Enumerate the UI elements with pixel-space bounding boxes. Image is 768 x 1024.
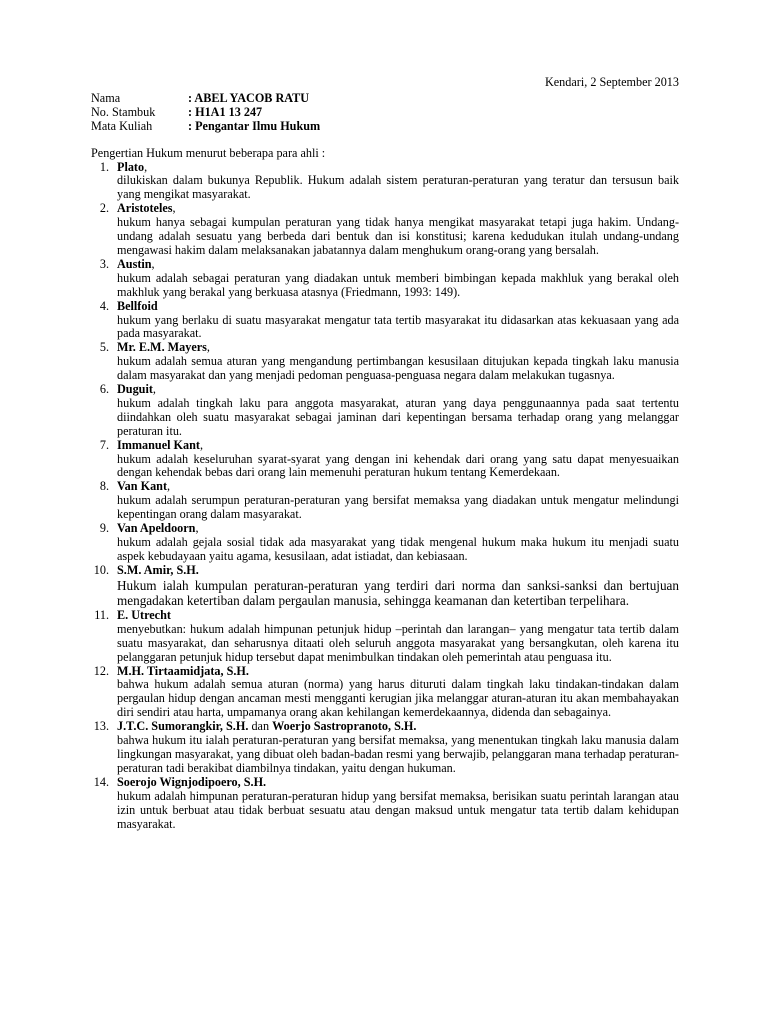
expert-name: Duguit bbox=[117, 382, 153, 397]
definition-text: dilukiskan dalam bukunya Republik. Hukum adalah sistem peraturan-peraturan yang teratur dan tersusun baik yang mengikat masyarakat. bbox=[117, 173, 679, 202]
info-value: : Pengantar Ilmu Hukum bbox=[188, 118, 321, 133]
definition-number: 3. bbox=[99, 256, 109, 271]
expert-name: Soerojo Wignjodipoero, S.H. bbox=[117, 774, 267, 789]
info-label: Mata Kuliah bbox=[91, 118, 153, 133]
info-row-stambuk bbox=[91, 106, 679, 120]
name-connector: dan bbox=[248, 719, 273, 734]
definition-number: 8. bbox=[99, 479, 109, 494]
expert-name: Plato bbox=[117, 159, 145, 174]
name-suffix: , bbox=[195, 521, 199, 536]
definition-text: hukum adalah keseluruhan syarat-syarat yang dengan ini kehendak dari orang yang satu dapat menyesuaikan dengan kehendak bebas dari orang lain memenuhi peraturan hukum tentang Kemerdekaan. bbox=[117, 451, 679, 480]
definition-item bbox=[91, 258, 679, 300]
definition-text: hukum adalah sebagai peraturan yang diadakan untuk memberi bimbingan kepada makhluk yang berakal oleh makhluk yang berakal yang berkuasa atasnya (Friedmann, 1993: 149). bbox=[117, 270, 679, 299]
definition-text: menyebutkan: hukum adalah himpunan petunjuk hidup –perintah dan larangan– yang mengatur tata tertib dalam suatu masyarakat, dan seharusnya ditaati oleh seluruh anggota masyarakat yang bersangkutan, oleh karena itu pelanggaran petunjuk hidup tersebut dapat menimbulkan tindakan oleh pemerintah atau penguasa itu. bbox=[117, 621, 679, 664]
definition-text: bahwa hukum adalah semua aturan (norma) yang harus dituruti dalam tingkah laku tindakan-tindakan dalam pergaulan hidup dengan ancaman mesti mengganti kerugian jika melanggar aturan-aturan itu akan membahayakan diri sendiri atau harta, umpamanya orang akan kehilangan kemerdekaannya, didenda dan sebagainya. bbox=[117, 677, 679, 720]
definition-text: bahwa hukum itu ialah peraturan-peraturan yang bersifat memaksa, yang menentukan tingkah laku manusia dalam lingkungan masyarakat, yang dibuat oleh badan-badan resmi yang berwajib, pelanggaran mana terhadap peraturan-peraturan tadi berakibat diambilnya tindakan, yaitu dengan hukuman. bbox=[117, 733, 679, 775]
definition-number: 7. bbox=[99, 437, 109, 452]
definition-text: hukum yang berlaku di suatu masyarakat mengatur tata tertib masyarakat itu didasarkan atas kekuasaan yang ada pada masyarakat. bbox=[117, 312, 679, 341]
definition-number: 5. bbox=[99, 340, 109, 355]
name-suffix: , bbox=[206, 340, 210, 355]
definition-item bbox=[91, 665, 679, 721]
name-suffix: , bbox=[151, 256, 155, 271]
definition-item bbox=[91, 776, 679, 832]
definition-item bbox=[91, 480, 679, 522]
expert-name: Van Apeldoorn bbox=[117, 521, 196, 536]
info-value: : H1A1 13 247 bbox=[188, 104, 263, 119]
definition-item bbox=[91, 609, 679, 665]
expert-name: Mr. E.M. Mayers bbox=[117, 340, 207, 355]
student-info bbox=[91, 92, 679, 134]
expert-name: E. Utrecht bbox=[117, 607, 171, 622]
definition-number: 2. bbox=[99, 201, 109, 216]
info-label: No. Stambuk bbox=[91, 104, 156, 119]
name-suffix: , bbox=[152, 382, 156, 397]
definition-text: hukum adalah tingkah laku para anggota masyarakat, aturan yang daya penggunaannya pada saat tertentu diindahkan oleh suatu masyarakat sebagai jaminan dari kepentingan bersama terhadap orang yang melanggar peraturan itu. bbox=[117, 395, 679, 438]
definitions-list bbox=[91, 161, 679, 832]
definition-item bbox=[91, 300, 679, 342]
definition-number: 12. bbox=[93, 663, 109, 678]
definition-text: hukum adalah himpunan peraturan-peraturan hidup yang bersifat memaksa, berisikan suatu perintah larangan atau izin untuk berbuat atau tidak berbuat sesuatu atau dengan maksud untuk mengatur tata tertib dalam kehidupan masyarakat. bbox=[117, 788, 679, 831]
info-row-course bbox=[91, 120, 679, 134]
expert-name-second: Woerjo Sastropranoto, S.H. bbox=[272, 719, 417, 734]
definition-text: hukum adalah gejala sosial tidak ada masyarakat yang tidak mengenal hukum maka hukum itu menjadi suatu aspek kebudayaan yaitu agama, kesusilaan, adat istiadat, dan kebiasaan. bbox=[117, 535, 679, 563]
definition-number: 9. bbox=[99, 521, 109, 536]
definition-number: 13. bbox=[93, 719, 109, 734]
definition-item bbox=[91, 202, 679, 258]
name-suffix: , bbox=[144, 159, 148, 174]
expert-name: S.M. Amir, S.H. bbox=[117, 562, 199, 577]
definition-text: hukum adalah serumpun peraturan-peraturan yang bersifat memaksa yang diadakan untuk mengatur melindungi kepentingan orang dalam masyarakat. bbox=[117, 493, 679, 522]
definition-number: 6. bbox=[99, 382, 109, 397]
definition-number: 11. bbox=[94, 607, 109, 622]
info-row-name bbox=[91, 92, 679, 106]
name-suffix: , bbox=[167, 479, 171, 494]
name-suffix: , bbox=[172, 201, 176, 216]
definition-item bbox=[91, 439, 679, 481]
name-suffix: , bbox=[199, 437, 203, 452]
intro-text: Pengertian Hukum menurut beberapa para ahli : bbox=[91, 145, 326, 160]
expert-name: Aristoteles bbox=[117, 201, 173, 216]
expert-name: Bellfoid bbox=[117, 298, 158, 313]
definition-number: 1. bbox=[99, 159, 109, 174]
definition-item bbox=[91, 161, 679, 203]
expert-name: Van Kant bbox=[117, 479, 168, 494]
definition-text: hukum adalah semua aturan yang mengandung pertimbangan kesusilaan ditujukan kepada tingkah laku manusia dalam masyarakat dan yang menjadi pedoman penguasa-penguasa negara dalam melakukan tugasnya. bbox=[117, 354, 679, 383]
info-value: : ABEL YACOB RATU bbox=[188, 90, 310, 105]
definition-number: 4. bbox=[99, 298, 109, 313]
expert-name: M.H. Tirtaamidjata, S.H. bbox=[117, 663, 249, 678]
expert-name: Austin bbox=[117, 256, 152, 271]
document-date: Kendari, 2 September 2013 bbox=[544, 75, 679, 89]
definition-number: 14. bbox=[93, 774, 109, 789]
definition-item bbox=[91, 341, 679, 383]
definition-item bbox=[91, 522, 679, 564]
expert-name: J.T.C. Sumorangkir, S.H. bbox=[117, 719, 249, 734]
definition-text: hukum hanya sebagai kumpulan peraturan yang tidak hanya mengikat masyarakat tetapi juga hakim. Undang-undang adalah sesuatu yang berbeda dari bentuk dan isi konstitusi; karena kedudukan itulah undang-undang mengawasi hakim dalam melaksanakan jabatannya dalam menghukum orang-orang yang bersalah. bbox=[117, 215, 679, 257]
expert-name: Immanuel Kant bbox=[117, 437, 200, 452]
definition-item bbox=[91, 720, 679, 776]
definition-item bbox=[91, 383, 679, 439]
info-label: Nama bbox=[91, 90, 121, 105]
definition-text: Hukum ialah kumpulan peraturan-peraturan yang terdiri dari norma dan sanksi-sanksi dan bertujuan mengadakan ketertiban dalam pergaulan manusia, sehingga keamanan dan ketertiban terpelihara. bbox=[117, 577, 679, 609]
document-page bbox=[91, 76, 679, 831]
definition-number: 10. bbox=[93, 562, 109, 577]
definition-item bbox=[91, 564, 679, 609]
